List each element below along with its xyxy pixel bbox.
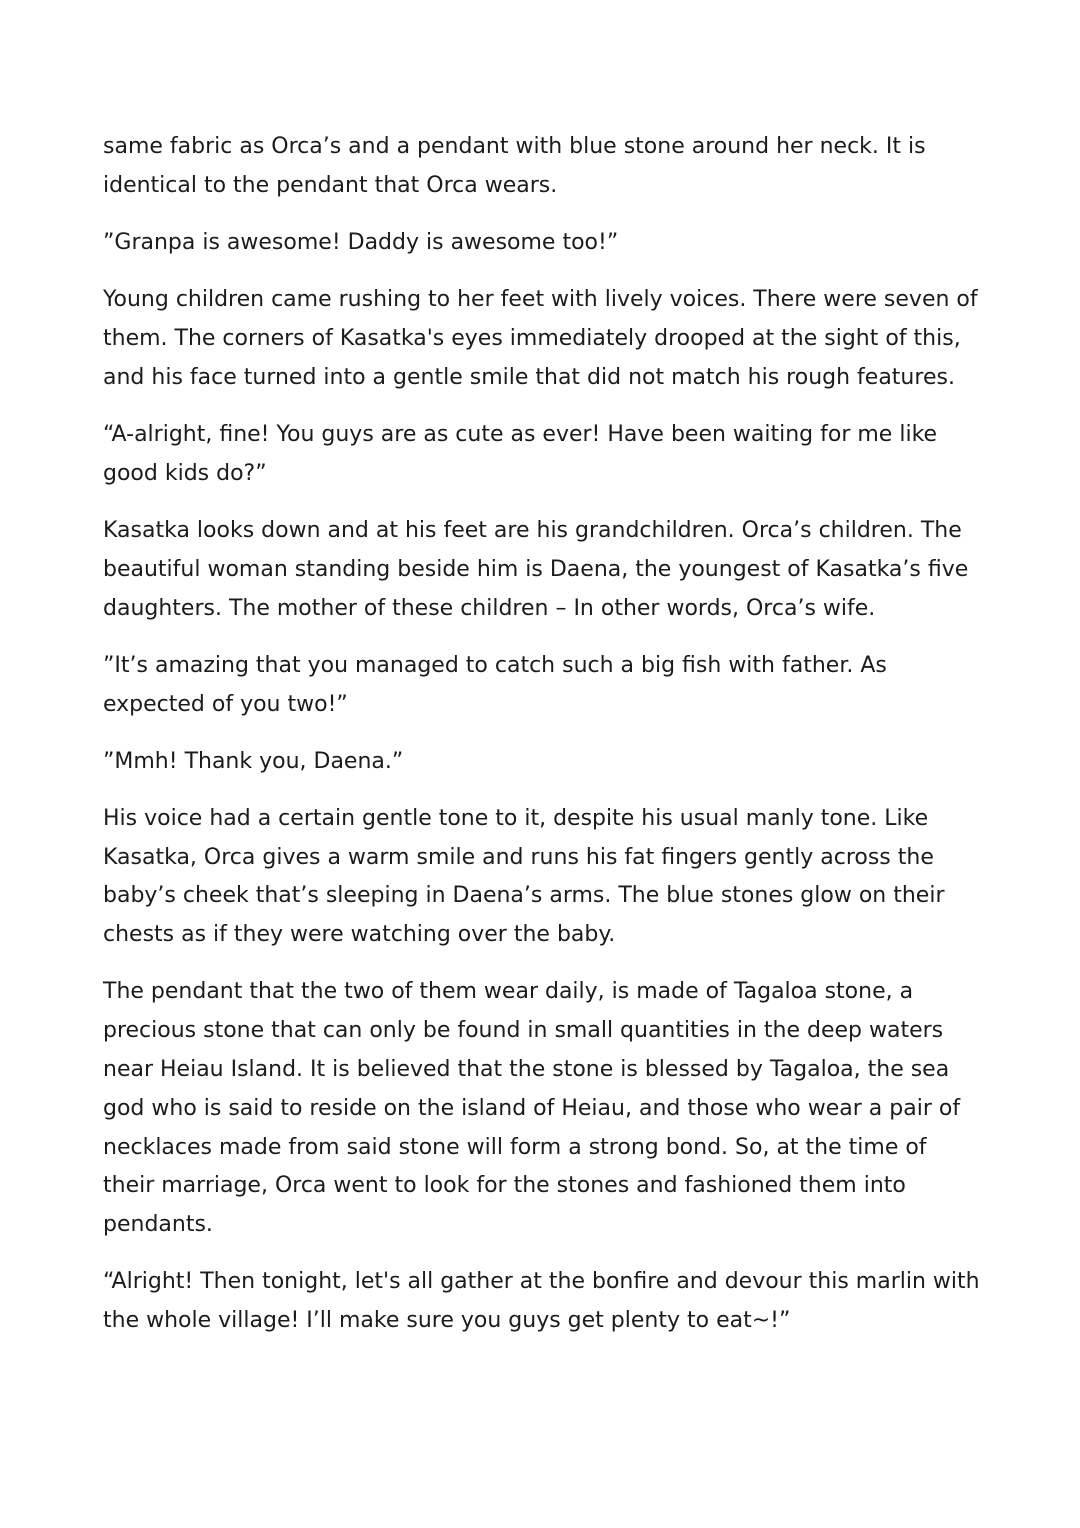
paragraph: same fabric as Orca’s and a pendant with blue stone around her neck. It is identical to the pendant that Orca wears. xyxy=(103,134,926,198)
paragraph: His voice had a certain gentle tone to it, despite his usual manly tone. Like Kasatka, Orca gives a warm smile and runs his fat fingers gently across the baby’s cheek that’s sleeping in Daena’s arms. The blue stones glow on their chests as if they were watching over the baby. xyxy=(103,805,945,948)
paragraph: ”Granpa is awesome! Daddy is awesome too!” xyxy=(103,229,619,255)
paragraph: “Alright! Then tonight, let's all gather at the bonfire and devour this marlin with the whole village! I’ll make sure you guys get plenty to eat~!” xyxy=(103,1269,980,1334)
paragraph: “A-alright, fine! You guys are as cute as ever! Have been waiting for me like good kids do?” xyxy=(103,421,938,486)
document-body xyxy=(103,128,983,1359)
paragraph: ”It’s amazing that you managed to catch such a big fish with father. As expected of you two!” xyxy=(103,652,887,717)
paragraph: Young children came rushing to her feet with lively voices. There were seven of them. The corners of Kasatka's eyes immediately drooped at the sight of this, and his face turned into a gentle smile that did not match his rough features. xyxy=(103,287,978,390)
paragraph: The pendant that the two of them wear daily, is made of Tagaloa stone, a precious stone that can only be found in small quantities in the deep waters near Heiau Island. It is believed that the stone is blessed by Tagaloa, the sea god who is said to reside on the island of Heiau, and those who wear a pair of necklaces made from said stone will form a strong bond. So, at the time of their marriage, Orca went to look for the stones and fashioned them into pendants. xyxy=(103,979,961,1238)
paragraph: ”Mmh! Thank you, Daena.” xyxy=(103,748,404,774)
paragraph: Kasatka looks down and at his feet are his grandchildren. Orca’s children. The beautiful woman standing beside him is Daena, the youngest of Kasatka’s five daughters. The mother of these children – In other words, Orca’s wife. xyxy=(103,517,969,621)
